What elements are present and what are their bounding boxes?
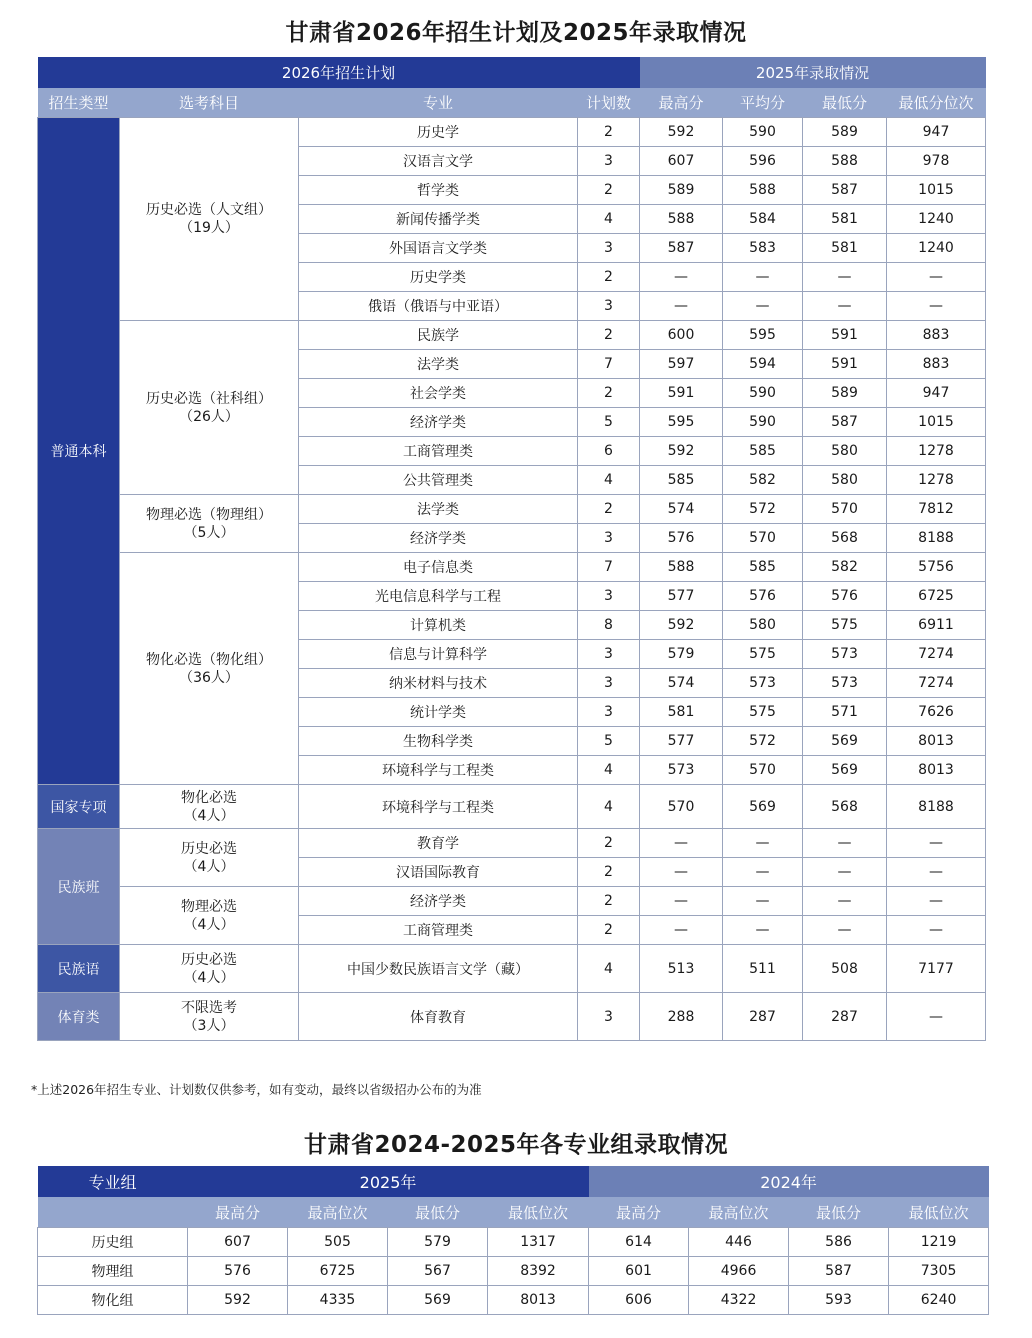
subject-quota-label: （19人） — [179, 220, 239, 236]
plan-count-cell: 2 — [578, 321, 640, 350]
avg-score-cell: 590 — [723, 118, 803, 147]
subject-quota-label: （5人） — [183, 524, 235, 541]
avg-score-cell: — — [723, 858, 803, 887]
group-name-cell: 物理组 — [38, 1257, 188, 1286]
table-row — [38, 1257, 989, 1286]
max-score-2024-cell: 614 — [589, 1228, 689, 1257]
min-rank-cell: 6725 — [887, 582, 986, 611]
major-cell: 法学类 — [299, 350, 578, 379]
major-cell: 统计学类 — [299, 698, 578, 727]
avg-score-cell: 575 — [723, 698, 803, 727]
plan-count-cell: 2 — [578, 176, 640, 205]
max-score-2025-cell: 592 — [188, 1286, 288, 1315]
min-score-cell: 589 — [803, 118, 887, 147]
table-row — [38, 1228, 989, 1257]
max-score-cell: 574 — [640, 495, 723, 524]
major-cell: 历史学 — [299, 118, 578, 147]
avg-score-cell: 595 — [723, 321, 803, 350]
major-cell: 环境科学与工程类 — [299, 785, 578, 829]
min-score-cell: 508 — [803, 945, 887, 993]
major-cell: 法学类 — [299, 495, 578, 524]
subject-requirement-label: 物化必选（物化组） — [146, 651, 272, 668]
col-header-max: 最高分 — [640, 88, 723, 118]
min-rank-cell: 947 — [887, 379, 986, 408]
min-rank-cell: 8188 — [887, 524, 986, 553]
major-cell: 经济学类 — [299, 887, 578, 916]
avg-score-cell: 596 — [723, 147, 803, 176]
max-score-cell: 597 — [640, 350, 723, 379]
max-score-cell: 513 — [640, 945, 723, 993]
avg-score-cell: — — [723, 292, 803, 321]
min-score-cell: 575 — [803, 611, 887, 640]
plan-count-cell: 6 — [578, 437, 640, 466]
major-cell: 外国语言文学类 — [299, 234, 578, 263]
max-score-cell: 592 — [640, 118, 723, 147]
max-score-2025-cell: 607 — [188, 1228, 288, 1257]
plan-count-cell: 4 — [578, 466, 640, 495]
col-header-count: 计划数 — [578, 88, 640, 118]
avg-score-cell: — — [723, 829, 803, 858]
major-cell: 经济学类 — [299, 408, 578, 437]
enrollment-type-cell: 普通本科 — [38, 118, 120, 785]
avg-score-cell: — — [723, 887, 803, 916]
avg-score-cell: 582 — [723, 466, 803, 495]
avg-score-cell: 570 — [723, 756, 803, 785]
max-score-cell: 589 — [640, 176, 723, 205]
min-rank-2025-cell: 8392 — [488, 1257, 589, 1286]
table-row — [38, 993, 986, 1041]
plan-count-cell: 4 — [578, 205, 640, 234]
min-score-cell: 582 — [803, 553, 887, 582]
min-rank-cell: 1015 — [887, 176, 986, 205]
min-score-cell: 287 — [803, 993, 887, 1041]
table-row — [38, 1286, 989, 1315]
major-cell: 民族学 — [299, 321, 578, 350]
min-score-cell: 591 — [803, 350, 887, 379]
subject-requirement-label: 历史必选 — [181, 951, 237, 968]
subject-requirement-cell — [120, 993, 299, 1041]
min-rank-2024-cell: 1219 — [889, 1228, 989, 1257]
min-score-cell: 571 — [803, 698, 887, 727]
min-score-cell: 580 — [803, 466, 887, 495]
min-rank-cell: 1240 — [887, 234, 986, 263]
major-cell: 哲学类 — [299, 176, 578, 205]
plan-count-cell: 3 — [578, 234, 640, 263]
table-row — [38, 785, 986, 829]
max-score-cell: — — [640, 887, 723, 916]
major-cell: 环境科学与工程类 — [299, 756, 578, 785]
plan-count-cell: 4 — [578, 756, 640, 785]
min-rank-cell: — — [887, 829, 986, 858]
table-row — [38, 495, 986, 524]
subject-requirement-cell — [120, 945, 299, 993]
major-cell: 工商管理类 — [299, 437, 578, 466]
min-rank-cell: — — [887, 858, 986, 887]
min-score-cell: 591 — [803, 321, 887, 350]
col-header-2025-max-rank: 最高位次 — [288, 1197, 388, 1228]
min-score-cell: 587 — [803, 176, 887, 205]
avg-score-cell: 583 — [723, 234, 803, 263]
avg-score-cell: 572 — [723, 495, 803, 524]
major-cell: 电子信息类 — [299, 553, 578, 582]
plan-count-cell: 3 — [578, 292, 640, 321]
plan-count-cell: 3 — [578, 524, 640, 553]
min-rank-cell: — — [887, 916, 986, 945]
major-cell: 生物科学类 — [299, 727, 578, 756]
group-name-cell: 历史组 — [38, 1228, 188, 1257]
max-score-2025-cell: 576 — [188, 1257, 288, 1286]
max-score-cell: 577 — [640, 727, 723, 756]
enrollment-type-cell: 体育类 — [38, 993, 120, 1041]
max-rank-2024-cell: 4322 — [689, 1286, 789, 1315]
col-header-type: 招生类型 — [38, 88, 120, 118]
subject-requirement-label: 不限选考 — [181, 999, 237, 1016]
max-score-cell: 595 — [640, 408, 723, 437]
min-rank-cell: — — [887, 292, 986, 321]
major-cell: 信息与计算科学 — [299, 640, 578, 669]
subject-requirement-cell — [120, 785, 299, 829]
col-header-2025-min-rank: 最低位次 — [488, 1197, 589, 1228]
col-header-2024-max-rank: 最高位次 — [689, 1197, 789, 1228]
min-rank-cell: 7274 — [887, 640, 986, 669]
table-row — [38, 945, 986, 993]
max-score-cell: 587 — [640, 234, 723, 263]
table-row — [38, 553, 986, 582]
min-rank-cell: 978 — [887, 147, 986, 176]
avg-score-cell: 590 — [723, 408, 803, 437]
major-cell: 计算机类 — [299, 611, 578, 640]
max-rank-2025-cell: 505 — [288, 1228, 388, 1257]
max-score-cell: — — [640, 858, 723, 887]
max-score-cell: 585 — [640, 466, 723, 495]
max-score-cell: — — [640, 263, 723, 292]
min-rank-cell: — — [887, 263, 986, 292]
plan-count-cell: 3 — [578, 147, 640, 176]
min-score-2024-cell: 587 — [789, 1257, 889, 1286]
avg-score-cell: 590 — [723, 379, 803, 408]
min-score-cell: 581 — [803, 234, 887, 263]
avg-score-cell: — — [723, 916, 803, 945]
col-header-subject: 选考科目 — [120, 88, 299, 118]
min-score-cell: 568 — [803, 524, 887, 553]
subject-quota-label: （3人） — [183, 1017, 235, 1034]
subject-requirement-label: 历史必选 — [181, 840, 237, 857]
plan-count-cell: 3 — [578, 993, 640, 1041]
avg-score-cell: 570 — [723, 524, 803, 553]
min-rank-cell: 947 — [887, 118, 986, 147]
plan-count-cell: 7 — [578, 350, 640, 379]
subject-quota-label: （4人） — [183, 916, 235, 933]
group-name-cell: 物化组 — [38, 1286, 188, 1315]
avg-score-cell: 584 — [723, 205, 803, 234]
major-cell: 光电信息科学与工程 — [299, 582, 578, 611]
min-rank-cell: — — [887, 993, 986, 1041]
subject-quota-label: （26人） — [179, 408, 239, 425]
min-score-cell: — — [803, 263, 887, 292]
min-score-2025-cell: 567 — [388, 1257, 488, 1286]
plan-count-cell: 2 — [578, 858, 640, 887]
max-score-cell: 581 — [640, 698, 723, 727]
group-admission-table — [37, 1166, 989, 1315]
min-rank-2025-cell: 1317 — [488, 1228, 589, 1257]
min-score-2025-cell: 579 — [388, 1228, 488, 1257]
min-score-cell: 576 — [803, 582, 887, 611]
col-header-min-rank: 最低分位次 — [887, 88, 986, 118]
plan-count-cell: 4 — [578, 945, 640, 993]
plan-count-cell: 2 — [578, 916, 640, 945]
major-cell: 新闻传播学类 — [299, 205, 578, 234]
plan-count-cell: 3 — [578, 669, 640, 698]
subject-requirement-cell — [120, 553, 299, 785]
plan-count-cell: 2 — [578, 829, 640, 858]
avg-score-cell: 287 — [723, 993, 803, 1041]
min-score-cell: — — [803, 916, 887, 945]
col-header-group: 专业组 — [38, 1166, 188, 1197]
plan-count-cell: 5 — [578, 727, 640, 756]
min-rank-cell: 8013 — [887, 727, 986, 756]
min-rank-cell: 1240 — [887, 205, 986, 234]
min-score-cell: 588 — [803, 147, 887, 176]
plan-count-cell: 2 — [578, 379, 640, 408]
max-score-cell: 573 — [640, 756, 723, 785]
max-score-cell: 579 — [640, 640, 723, 669]
plan-count-cell: 7 — [578, 553, 640, 582]
col-header-2025-min: 最低分 — [388, 1197, 488, 1228]
min-score-cell: 568 — [803, 785, 887, 829]
avg-score-cell: 572 — [723, 727, 803, 756]
major-cell: 体育教育 — [299, 993, 578, 1041]
enrollment-type-cell: 民族语 — [38, 945, 120, 993]
subject-requirement-cell — [120, 118, 299, 321]
major-cell: 汉语言文学 — [299, 147, 578, 176]
max-rank-2025-cell: 4335 — [288, 1286, 388, 1315]
min-rank-cell: 7626 — [887, 698, 986, 727]
max-score-cell: 588 — [640, 205, 723, 234]
min-rank-2025-cell: 8013 — [488, 1286, 589, 1315]
major-cell: 俄语（俄语与中亚语） — [299, 292, 578, 321]
min-score-cell: 570 — [803, 495, 887, 524]
min-score-cell: 573 — [803, 669, 887, 698]
major-cell: 教育学 — [299, 829, 578, 858]
max-score-cell: — — [640, 916, 723, 945]
avg-score-cell: 585 — [723, 553, 803, 582]
subject-requirement-cell — [120, 321, 299, 495]
col-header-min: 最低分 — [803, 88, 887, 118]
subject-quota-label: （36人） — [179, 669, 239, 686]
avg-score-cell: 573 — [723, 669, 803, 698]
min-score-cell: 580 — [803, 437, 887, 466]
page-title: 甘肃省2026年招生计划及2025年录取情况 — [285, 20, 747, 46]
max-score-cell: 592 — [640, 437, 723, 466]
max-score-2024-cell: 606 — [589, 1286, 689, 1315]
admission-plan-table — [37, 57, 986, 1041]
avg-score-cell: — — [723, 263, 803, 292]
subject-requirement-cell — [120, 495, 299, 553]
min-score-cell: — — [803, 858, 887, 887]
max-score-cell: — — [640, 829, 723, 858]
plan-count-cell: 3 — [578, 640, 640, 669]
avg-score-cell: 588 — [723, 176, 803, 205]
avg-score-cell: 576 — [723, 582, 803, 611]
avg-score-cell: 511 — [723, 945, 803, 993]
major-cell: 工商管理类 — [299, 916, 578, 945]
max-score-cell: 600 — [640, 321, 723, 350]
max-rank-2024-cell: 446 — [689, 1228, 789, 1257]
major-cell: 汉语国际教育 — [299, 858, 578, 887]
min-rank-cell: 1278 — [887, 466, 986, 495]
major-cell: 社会学类 — [299, 379, 578, 408]
header-plan-2026: 2026年招生计划 — [38, 57, 640, 88]
min-rank-cell: 1278 — [887, 437, 986, 466]
col-header-avg: 平均分 — [723, 88, 803, 118]
subject-requirement-label: 物理必选 — [181, 898, 237, 915]
max-score-2024-cell: 601 — [589, 1257, 689, 1286]
col-header-2024-min: 最低分 — [789, 1197, 889, 1228]
col-header-major: 专业 — [299, 88, 578, 118]
max-score-cell: 570 — [640, 785, 723, 829]
col-header-blank — [38, 1197, 188, 1228]
min-rank-cell: 7274 — [887, 669, 986, 698]
plan-count-cell: 5 — [578, 408, 640, 437]
max-score-cell: 574 — [640, 669, 723, 698]
min-rank-cell: 8013 — [887, 756, 986, 785]
plan-count-cell: 2 — [578, 887, 640, 916]
min-score-2025-cell: 569 — [388, 1286, 488, 1315]
min-rank-cell: 883 — [887, 321, 986, 350]
footnote: *上述2026年招生专业、计划数仅供参考，如有变动，最终以省级招办公布的为准 — [31, 1082, 482, 1097]
min-score-2024-cell: 593 — [789, 1286, 889, 1315]
min-rank-2024-cell: 7305 — [889, 1257, 989, 1286]
subject-requirement-label: 历史必选（人文组） — [146, 202, 272, 218]
avg-score-cell: 569 — [723, 785, 803, 829]
plan-count-cell: 3 — [578, 582, 640, 611]
subject-quota-label: （4人） — [183, 969, 235, 986]
min-score-cell: 573 — [803, 640, 887, 669]
min-rank-cell: 1015 — [887, 408, 986, 437]
min-score-cell: 569 — [803, 756, 887, 785]
enrollment-type-cell: 国家专项 — [38, 785, 120, 829]
min-rank-cell: 6911 — [887, 611, 986, 640]
max-rank-2024-cell: 4966 — [689, 1257, 789, 1286]
header-year-2024: 2024年 — [589, 1166, 989, 1197]
major-cell: 纳米材料与技术 — [299, 669, 578, 698]
avg-score-cell: 594 — [723, 350, 803, 379]
max-score-cell: — — [640, 292, 723, 321]
min-rank-2024-cell: 6240 — [889, 1286, 989, 1315]
major-cell: 经济学类 — [299, 524, 578, 553]
min-score-cell: 569 — [803, 727, 887, 756]
max-score-cell: 576 — [640, 524, 723, 553]
subject-requirement-cell — [120, 887, 299, 945]
subject-requirement-label: 物化必选 — [181, 789, 237, 806]
min-score-cell: 587 — [803, 408, 887, 437]
subject-requirement-label: 物理必选（物理组） — [146, 506, 272, 523]
table-row — [38, 829, 986, 858]
min-score-cell: — — [803, 887, 887, 916]
major-cell: 历史学类 — [299, 263, 578, 292]
min-rank-cell: 8188 — [887, 785, 986, 829]
min-score-cell: 581 — [803, 205, 887, 234]
plan-count-cell: 2 — [578, 263, 640, 292]
max-score-cell: 577 — [640, 582, 723, 611]
plan-count-cell: 3 — [578, 698, 640, 727]
table-row — [38, 321, 986, 350]
table-row — [38, 118, 986, 147]
min-score-cell: 589 — [803, 379, 887, 408]
avg-score-cell: 580 — [723, 611, 803, 640]
enrollment-type-cell: 民族班 — [38, 829, 120, 945]
subject-quota-label: （4人） — [183, 807, 235, 824]
major-cell: 公共管理类 — [299, 466, 578, 495]
plan-count-cell: 8 — [578, 611, 640, 640]
min-rank-cell: — — [887, 887, 986, 916]
max-score-cell: 591 — [640, 379, 723, 408]
col-header-2024-max: 最高分 — [589, 1197, 689, 1228]
avg-score-cell: 585 — [723, 437, 803, 466]
subject-quota-label: （4人） — [183, 858, 235, 875]
plan-count-cell: 4 — [578, 785, 640, 829]
max-score-cell: 288 — [640, 993, 723, 1041]
subject-requirement-label: 历史必选（社科组） — [146, 390, 272, 407]
min-rank-cell: 5756 — [887, 553, 986, 582]
min-score-cell: — — [803, 292, 887, 321]
max-score-cell: 592 — [640, 611, 723, 640]
plan-count-cell: 2 — [578, 118, 640, 147]
plan-count-cell: 2 — [578, 495, 640, 524]
max-score-cell: 588 — [640, 553, 723, 582]
min-rank-cell: 7177 — [887, 945, 986, 993]
table-row — [38, 887, 986, 916]
col-header-2025-max: 最高分 — [188, 1197, 288, 1228]
section-title: 甘肃省2024-2025年各专业组录取情况 — [303, 1132, 729, 1158]
avg-score-cell: 575 — [723, 640, 803, 669]
min-rank-cell: 7812 — [887, 495, 986, 524]
min-rank-cell: 883 — [887, 350, 986, 379]
subject-requirement-cell — [120, 829, 299, 887]
col-header-2024-min-rank: 最低位次 — [889, 1197, 989, 1228]
max-rank-2025-cell: 6725 — [288, 1257, 388, 1286]
header-year-2025: 2025年 — [188, 1166, 589, 1197]
min-score-2024-cell: 586 — [789, 1228, 889, 1257]
max-score-cell: 607 — [640, 147, 723, 176]
major-cell: 中国少数民族语言文学（藏） — [299, 945, 578, 993]
header-admission-2025: 2025年录取情况 — [640, 57, 986, 88]
min-score-cell: — — [803, 829, 887, 858]
